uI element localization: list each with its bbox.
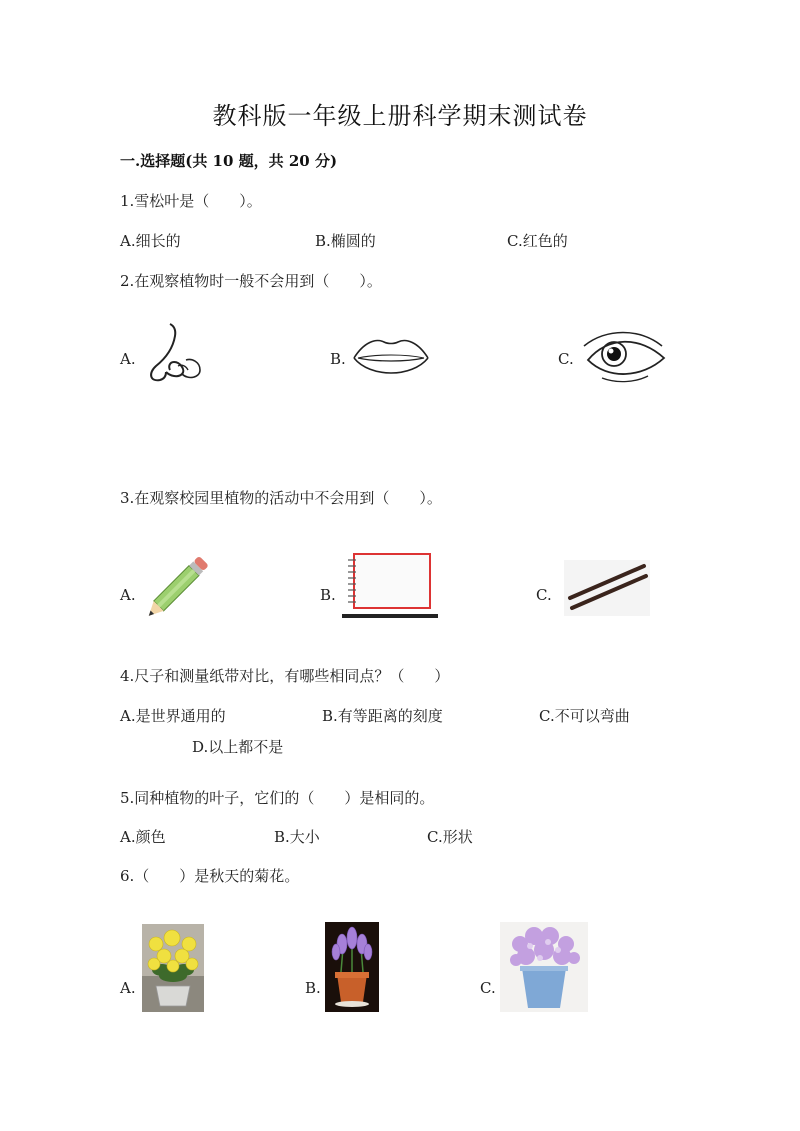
question-4-option-a[interactable]: A.是世界通用的 [120, 707, 226, 725]
crocus-photo [325, 922, 379, 1012]
question-1-option-c[interactable]: C.红色的 [507, 232, 568, 250]
question-5-option-c[interactable]: C.形状 [427, 828, 473, 846]
question-1-option-a[interactable]: A.细长的 [120, 232, 181, 250]
question-6-option-c[interactable]: C. [480, 979, 496, 997]
question-3-option-b[interactable]: B. [320, 586, 336, 604]
question-3-option-c[interactable]: C. [536, 586, 552, 604]
nose-icon [138, 318, 208, 388]
mouth-icon [350, 332, 432, 382]
question-2-option-c[interactable]: C. [558, 350, 574, 368]
question-5-option-a[interactable]: A.颜色 [120, 828, 166, 846]
pencil-icon [146, 548, 218, 620]
question-4-option-b[interactable]: B.有等距离的刻度 [322, 707, 443, 725]
question-1-option-b[interactable]: B.椭圆的 [315, 232, 376, 250]
purple-flower-pot-photo [500, 922, 588, 1012]
page-title: 教科版一年级上册科学期末测试卷 [212, 102, 588, 130]
question-6-stem: 6.（ ）是秋天的菊花。 [120, 867, 300, 885]
question-5-option-b[interactable]: B.大小 [274, 828, 320, 846]
question-1-stem: 1.雪松叶是（ ）。 [120, 192, 262, 210]
question-4-option-c[interactable]: C.不可以弯曲 [539, 707, 630, 725]
question-6-option-a[interactable]: A. [120, 979, 136, 997]
question-2-option-b[interactable]: B. [330, 350, 346, 368]
question-5-stem: 5.同种植物的叶子，它们的（ ）是相同的。 [120, 789, 435, 807]
question-4-option-d[interactable]: D.以上都不是 [192, 738, 284, 756]
question-2-stem: 2.在观察植物时一般不会用到（ ）。 [120, 272, 382, 290]
eye-icon [578, 328, 668, 388]
question-2-option-a[interactable]: A. [120, 350, 136, 368]
chopsticks-icon [564, 560, 650, 616]
question-6-option-b[interactable]: B. [305, 979, 321, 997]
question-3-stem: 3.在观察校园里植物的活动中不会用到（ ）。 [120, 489, 442, 507]
yellow-chrysanthemum-photo [142, 924, 204, 1012]
section-heading: 一.选择题(共 10 题，共 20 分) [120, 152, 338, 170]
question-4-stem: 4.尺子和测量纸带对比，有哪些相同点？（ ） [120, 667, 450, 685]
question-3-option-a[interactable]: A. [120, 586, 136, 604]
notebook-icon [342, 552, 438, 622]
